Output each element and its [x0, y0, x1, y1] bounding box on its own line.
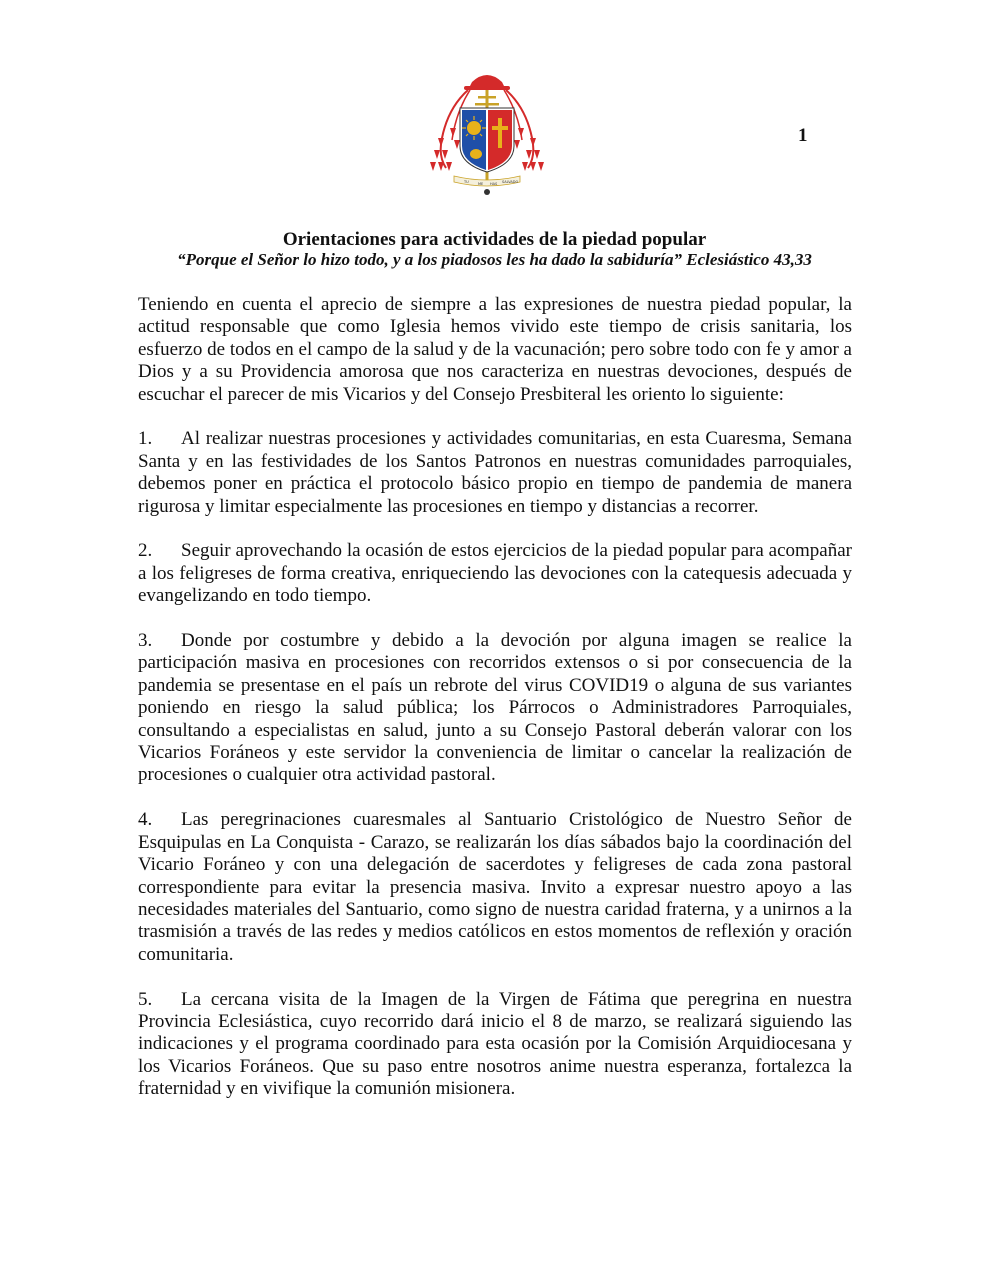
- document-body: [138, 294, 852, 1123]
- motto-word: ME: [478, 182, 484, 186]
- motto-word: TU: [464, 180, 469, 184]
- numbered-item: [138, 540, 852, 607]
- document-title: Orientaciones para actividades de la piedad popular: [282, 229, 707, 250]
- item-number: 3.: [138, 630, 153, 652]
- item-number: 5.: [138, 988, 153, 1010]
- motto-word: SALVADO: [502, 180, 519, 184]
- item-text: Al realizar nuestras procesiones y actividades comunitarias, en esta Cuaresma, Semana Santa y en las festividades de los Santos Patronos en nuestras comunidades parroquiales, debemos poner en práctica el protocolo básico propio en tiempo de pandemia de manera rigurosa y limitar especialmente las procesiones en tiempo y distancias a recorrer.: [138, 428, 852, 517]
- item-text: La cercana visita de la Imagen de la Virgen de Fátima que peregrina en nuestra Provincia Eclesiástica, cuyo recorrido dará inicio el 8 de marzo, se realizará siguiendo las indicaciones y el programa coordinado para esta ocasión por la Comisión Arquidiocesana y los Vicarios Foráneos. Que su paso entre nosotros anime nuestra esperanza, fortalezca la fraternidad y en vivifique la comunión misionera.: [138, 988, 852, 1100]
- page-number: 1: [798, 125, 808, 146]
- numbered-item: [138, 989, 852, 1101]
- item-text: Las peregrinaciones cuaresmales al Santuario Cristológico de Nuestro Señor de Esquipulas en La Conquista - Carazo, se realizarán los días sábados bajo la coordinación del Vicario Foráneo y con una delegación de sacerdotes y feligreses de cada zona pastoral correspondiente para evitar la presencia masiva. Invito a expresar nuestro apoyo a las necesidades materiales del Santuario, como signo de nuestra caridad fraterna, y a unirnos a la trasmisión a través de las redes y medios católicos en estos momentos de reflexión y oración comunitaria.: [138, 809, 852, 965]
- item-text: Donde por costumbre y debido a la devoción por alguna imagen se realice la participación masiva en procesiones con recorridos extensos o si por consecuencia de la pandemia se presentase en el país un rebrote del virus COVID19 o alguna de sus variantes poniendo en riesgo la salud pública; los Párrocos o Administradores Parroquiales, consultando a especialistas en salud, junto a su Consejo Pastoral deberán valorar con los Vicarios Foráneos y este servidor la conveniencia de limitar o cancelar la realización de procesiones o cualquier otra actividad pastoral.: [138, 630, 852, 786]
- numbered-item: [138, 630, 852, 787]
- numbered-item: [138, 809, 852, 966]
- episcopal-coat-of-arms-icon: [424, 68, 550, 198]
- item-text: Seguir aprovechando la ocasión de estos ejercicios de la piedad popular para acompañar a los feligreses de forma creativa, enriqueciendo las devociones con la catequesis adecuada y evangelizando en todo tiempo.: [138, 540, 852, 607]
- item-number: 4.: [138, 809, 153, 831]
- item-number: 1.: [138, 428, 153, 450]
- numbered-item: [138, 428, 852, 518]
- document-subtitle: “Porque el Señor lo hizo todo, y a los piadosos les ha dado la sabiduría” Eclesiástico 43,33: [177, 250, 812, 269]
- item-number: 2.: [138, 540, 153, 562]
- intro-paragraph: Teniendo en cuenta el aprecio de siempre a las expresiones de nuestra piedad popular, la actitud responsable que como Iglesia hemos vivido este tiempo de crisis sanitaria, los esfuerzo de todos en el campo de la salud y de la vacunación; pero sobre todo con fe y amor a Dios y a su Providencia amorosa que nos caracteriza en nuestras devociones, después de escuchar el parecer de mis Vicarios y del Consejo Presbiteral les oriento lo siguiente:: [138, 294, 852, 405]
- motto-word: HAS: [490, 182, 498, 186]
